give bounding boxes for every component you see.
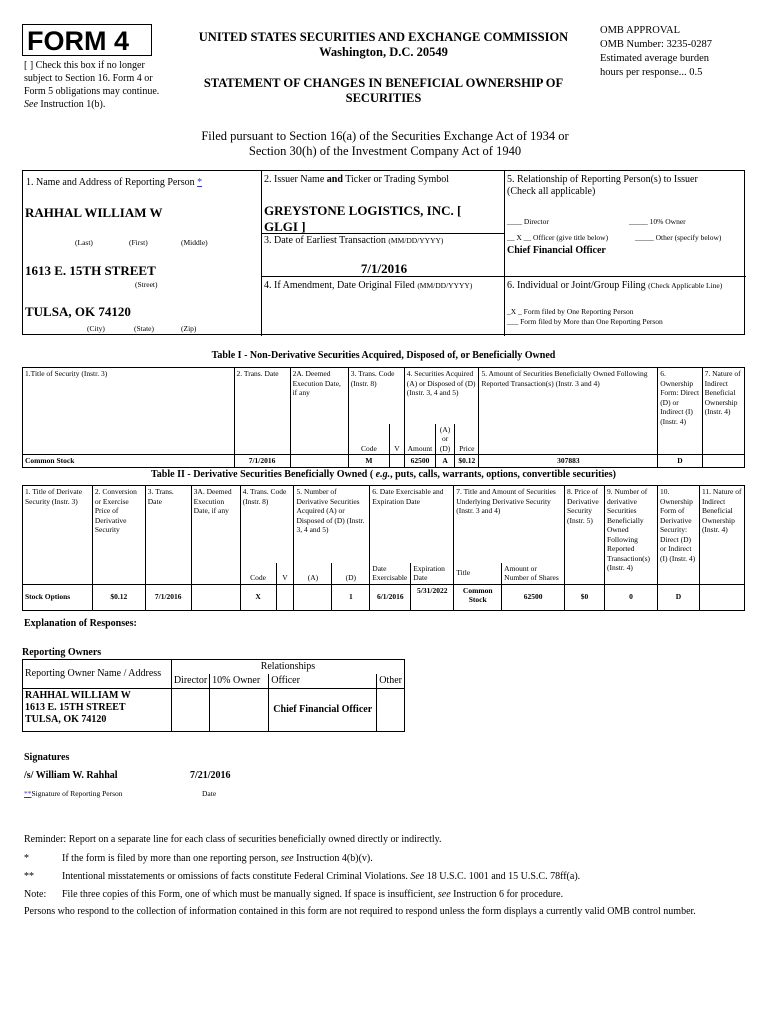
owners-col-director: Director (171, 674, 209, 689)
owners-col-name: Reporting Owner Name / Address (23, 660, 172, 689)
statement-line1: STATEMENT OF CHANGES IN BENEFICIAL OWNERSHIP OF (203, 76, 564, 90)
form-title-box (22, 24, 152, 56)
omb-hours: hours per response... 0.5 (600, 67, 703, 78)
last-label: (Last) (75, 238, 93, 247)
reporting-person-street: 1613 E. 15TH STREET (25, 263, 156, 278)
omb-approval-heading: OMB APPROVAL (600, 25, 681, 36)
persons-note: Persons who respond to the collection of information contained in this form are not required to respond unless the form displays a currently valid OMB control number. (24, 906, 696, 917)
t1-h-date: 2. Trans. Date (234, 368, 290, 455)
t2-sub-title: Title (454, 563, 502, 585)
director-option: ____ Director (507, 217, 549, 226)
zip-label: (Zip) (181, 324, 197, 333)
statement-title (176, 76, 591, 106)
sec-line1: UNITED STATES SECURITIES AND EXCHANGE COMMISSION (198, 30, 569, 44)
t2-sub-amount: Amount or Number of Shares (502, 563, 565, 585)
box3-label: 3. Date of Earliest Transaction (MM/DD/YYYY) (264, 235, 444, 246)
signatures-heading: Signatures (24, 752, 70, 763)
check-instruction: Instruction 1(b). (40, 99, 106, 110)
t2-h-price: 8. Price of Derivative Security (Instr. 5) (565, 486, 605, 585)
one-person-option: _X _ Form filed by One Reporting Person (507, 307, 634, 316)
star-text: If the form is filed by more than one reporting person, see Instruction 4(b)(v). (62, 853, 373, 864)
check-box-note (24, 59, 174, 111)
t2-h-code: 4. Trans. Code (Instr. 8) (240, 486, 294, 563)
t2-h-underlying: 7. Title and Amount of Securities Underlying Derivative Security (Instr. 3 and 4) (454, 486, 565, 563)
earliest-transaction-date: 7/1/2016 (360, 261, 408, 276)
t2-sub-a: (A) (294, 563, 332, 585)
t1-h-title: 1.Title of Security (Instr. 3) (23, 368, 235, 455)
t2-h-date: 3. Trans. Date (145, 486, 191, 585)
t2-h-deemed: 3A. Deemed Execution Date, if any (191, 486, 240, 585)
omb-burden: Estimated average burden (600, 53, 710, 64)
form-title: FORM 4 (27, 26, 130, 56)
table-row: Stock Options $0.12 7/1/2016 X 1 6/1/2016 5/31/2022 Common Stock 62500 $0 0 D (23, 584, 745, 610)
table2-title: Table II - Derivative Securities Beneficially Owned ( e.g., puts, calls, warrants, options, convertible securities) (151, 469, 616, 480)
signature-label: **Signature of Reporting Person (24, 789, 123, 798)
table2 (22, 485, 745, 611)
statement-line2: SECURITIES (345, 91, 422, 105)
reporting-owners-heading: Reporting Owners (22, 647, 102, 658)
filed-line1: Filed pursuant to Section 16(a) of the Securities Exchange Act of 1934 or (201, 129, 569, 143)
box4-label: 4. If Amendment, Date Original Filed (MM/DD/YYYY) (264, 280, 473, 291)
table1-title: Table I - Non-Derivative Securities Acquired, Disposed of, or Beneficially Owned (211, 350, 556, 361)
note-text: File three copies of this Form, one of which must be manually signed. If space is insufficient, see Instruction 6 for procedure. (62, 889, 564, 900)
first-label: (First) (129, 238, 148, 247)
reporting-owners-table (22, 659, 405, 732)
t2-h-nature: 11. Nature of Indirect Beneficial Ownership (Instr. 4) (699, 486, 744, 585)
filed-line2: Section 30(h) of the Investment Company Act of 1940 (248, 144, 522, 158)
t1-sub-code: Code (348, 424, 389, 455)
t2-h-exercisable: 6. Date Exercisable and Expiration Date (370, 486, 454, 563)
date-label: Date (202, 789, 217, 798)
other-option: _____ Other (specify below) (635, 233, 722, 242)
t1-sub-amount: Amount (404, 424, 435, 455)
t1-h-nature: 7. Nature of Indirect Beneficial Ownership (Instr. 4) (702, 368, 744, 455)
owners-col-other: Other (377, 674, 405, 689)
t1-h-owned: 5. Amount of Securities Beneficially Owned Following Reported Transaction(s) (Instr. 3 and 4) (479, 368, 658, 455)
t2-sub-v: V (276, 563, 294, 585)
officer-option: __ X __ Officer (give title below) (507, 233, 609, 242)
t1-sub-ad: (A) or (D) (436, 424, 455, 455)
ten-pct-owner-option: _____ 10% Owner (629, 217, 686, 226)
owners-col-ten: 10% Owner (210, 674, 269, 689)
box5-label: 5. Relationship of Reporting Person(s) to Issuer (Check all applicable) (507, 174, 698, 197)
reporting-person-city: TULSA, OK 74120 (25, 304, 131, 319)
more-persons-option: ___ Form filed by More than One Reporting Person (507, 317, 663, 326)
dstar-text: Intentional misstatements or omissions of facts constitute Federal Criminal Violations. See 18 U.S.C. 1001 and 15 U.S.C. 78ff(a). (62, 871, 581, 882)
box1-label: 1. Name and Address of Reporting Person * (26, 177, 203, 188)
table-row: Common Stock 7/1/2016 M 62500 A $0.12 307883 D (23, 455, 745, 468)
signer-name: /s/ William W. Rahhal (24, 770, 118, 781)
reporting-person-name: RAHHAL WILLIAM W (25, 205, 163, 220)
explanation-label: Explanation of Responses: (24, 618, 137, 629)
issuer-name: GREYSTONE LOGISTICS, INC. [ GLGI ] (264, 203, 462, 234)
state-label: (State) (134, 324, 154, 333)
owners-col-relationships: Relationships (171, 660, 404, 675)
t2-h-form: 10. Ownership Form of Derivative Security: Direct (D) or Indirect (I) (Instr. 4) (657, 486, 699, 585)
filed-pursuant (140, 129, 630, 159)
note-mark: Note: (24, 889, 47, 900)
t2-sub-expiration: Expiration Date (411, 563, 454, 585)
dstar-mark: ** (24, 871, 34, 882)
reporting-info-grid (22, 170, 745, 335)
box6-label: 6. Individual or Joint/Group Filing (Check Applicable Line) (507, 280, 723, 291)
t2-h-title: 1. Title of Derivate Security (Instr. 3) (23, 486, 93, 585)
officer-title: Chief Financial Officer (507, 245, 606, 256)
middle-label: (Middle) (181, 238, 208, 247)
t1-h-deemed: 2A. Deemed Execution Date, if any (290, 368, 348, 455)
omb-approval (600, 24, 760, 80)
t1-h-code: 3. Trans. Code (Instr. 8) (348, 368, 404, 424)
omb-number: OMB Number: 3235-0287 (600, 39, 712, 50)
box2-label: 2. Issuer Name and Ticker or Trading Symbol (264, 174, 450, 185)
t2-sub-exercisable: Date Exercisable (370, 563, 411, 585)
t2-h-conversion: 2. Conversion or Exercise Price of Derivative Security (92, 486, 145, 585)
signature-date: 7/21/2016 (190, 770, 231, 781)
owners-col-officer: Officer (269, 674, 377, 689)
check-see: See (24, 99, 38, 110)
street-label: (Street) (135, 280, 158, 289)
t1-h-acquired: 4. Securities Acquired (A) or Disposed of (D) (Instr. 3, 4 and 5) (404, 368, 479, 424)
table-row: RAHHAL WILLIAM W 1613 E. 15TH STREET TULSA, OK 74120 Chief Financial Officer (23, 689, 405, 732)
table1 (22, 367, 745, 468)
t2-h-number: 5. Number of Derivative Securities Acquired (A) or Disposed of (D) (Instr. 3, 4 and 5) (294, 486, 370, 563)
t1-sub-v: V (390, 424, 405, 455)
city-label: (City) (87, 324, 105, 333)
t1-h-form: 6. Ownership Form: Direct (D) or Indirect (I) (Instr. 4) (658, 368, 702, 455)
star-mark: * (24, 853, 29, 864)
check-box-text: [ ] Check this box if no longer subject to Section 16. Form 4 or Form 5 obligations may continue. (24, 60, 160, 97)
t2-sub-d: (D) (332, 563, 370, 585)
sec-line2: Washington, D.C. 20549 (319, 45, 448, 59)
reminder: Reminder: Report on a separate line for each class of securities beneficially owned directly or indirectly. (24, 834, 442, 845)
sec-title (176, 30, 591, 60)
t2-sub-code: Code (240, 563, 276, 585)
t2-h-owned: 9. Number of derivative Securities Beneficially Owned Following Reported Transaction(s) (Instr. 4) (605, 486, 658, 585)
t1-sub-price: Price (455, 424, 479, 455)
